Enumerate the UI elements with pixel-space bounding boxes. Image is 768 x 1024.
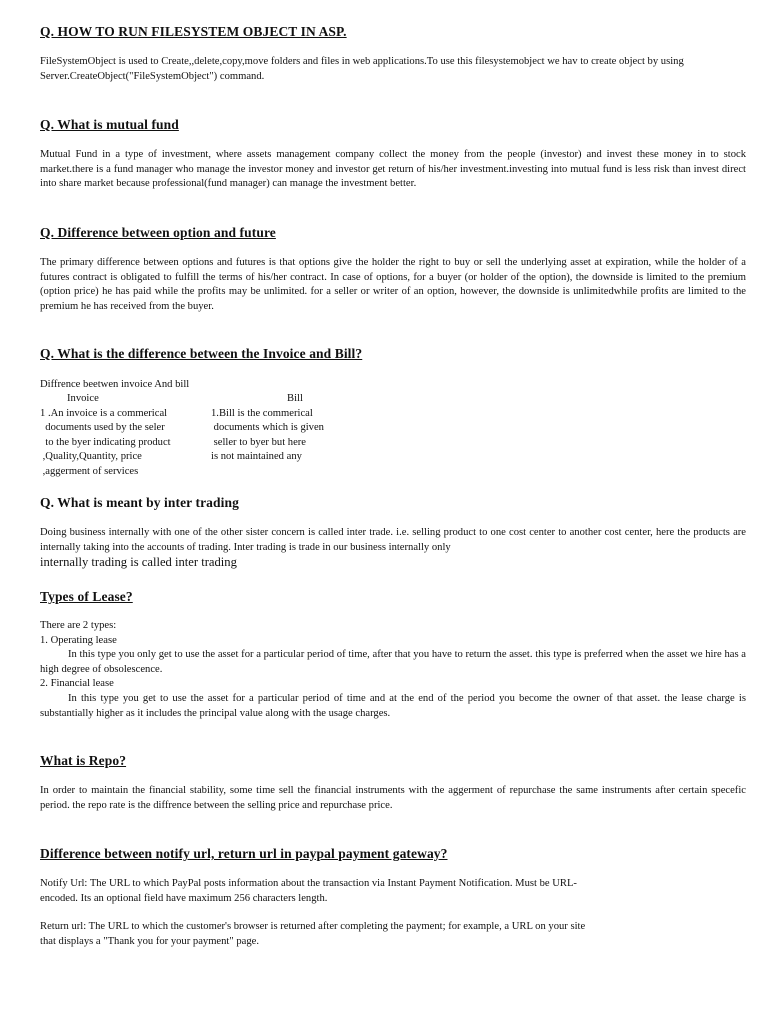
section-invoice-bill <box>40 346 746 362</box>
section-heading: Q. What is the difference between the Invoice and Bill? <box>40 346 363 361</box>
section-heading: Q. What is mutual fund <box>40 117 179 132</box>
section-body <box>40 877 746 906</box>
paragraph: Doing business internally with one of the other sister concern is called inter trade. i.e. selling product to one cost center to another cost center, here the products are internally taking into the accounts of trading. Inter trading is trade in our business internally only <box>40 527 746 553</box>
paragraph: In order to maintain the financial stability, some time sell the financial instruments with the aggerment of repurchase the same instruments after certain specefic period. the repo rate is the diffrence between the selling price and repurchase price. <box>40 785 746 811</box>
lease-item-title: 2. Financial lease <box>40 678 114 690</box>
section-body <box>40 55 746 84</box>
invoice-bill-comparison <box>40 378 746 478</box>
section-body <box>40 784 746 813</box>
return-url-line: Return url: The URL to which the customer's browser is returned after completing the payment; for example, a URL on your site <box>40 921 586 932</box>
section-paypal-urls <box>40 846 746 862</box>
section-heading: Q. HOW TO RUN FILESYSTEM OBJECT IN ASP. <box>40 24 347 39</box>
section-body <box>40 256 746 314</box>
notify-url-line: Notify Url: The URL to which PayPal posts information about the transaction via Instant Payment Notification. Must be URL- <box>40 878 577 889</box>
bill-line: 1.Bill is the commerical <box>211 408 313 419</box>
invoice-line: ,Quality,Quantity, price <box>40 451 142 462</box>
invoice-line: ,aggerment of services <box>40 466 139 477</box>
section-heading: Q. Difference between option and future <box>40 225 276 240</box>
section-body <box>40 526 746 570</box>
invoice-line: to the byer indicating product <box>40 437 171 448</box>
section-repo <box>40 753 746 769</box>
lease-item-body: In this type you get to use the asset for a particular period of time and at the end of the period you become the owner of that asset. the lease charge is substantially higher as it includes the principal value along with the usage charges. <box>40 692 746 719</box>
lease-item-body: In this type you only get to use the asset for a particular period of time, after that you have to return the asset. this type is preferred when the asset we hire has a high degree of obsolescence. <box>40 649 746 675</box>
bill-line: documents which is given <box>211 422 324 433</box>
bill-line: is not maintained any <box>211 451 302 462</box>
section-heading: What is Repo? <box>40 753 127 768</box>
section-types-of-lease <box>40 589 746 605</box>
invoice-column-header: Invoice <box>67 393 99 404</box>
section-body <box>40 619 746 721</box>
paragraph: Mutual Fund in a type of investment, where assets management company collect the money from the people (investor) and invest these money in to stock market.there is a fund manager who manage the investor money and investor get return of his/her investment.investing into mutual fund is less risk than invest direct into share market because professional(fund manager) can manage the investment better. <box>40 149 746 190</box>
lease-item-title: 1. Operating lease <box>40 634 117 646</box>
notify-url-line: encoded. Its an optional field have maximum 256 characters length. <box>40 892 328 904</box>
section-body <box>40 148 746 192</box>
section-body <box>40 920 746 949</box>
return-url-line: that displays a "Thank you for your payment" page. <box>40 935 259 947</box>
section-filesystem-object <box>40 24 746 40</box>
section-inter-trading <box>40 495 746 511</box>
section-heading: Types of Lease? <box>40 589 133 604</box>
comparison-intro: Diffrence beetwen invoice And bill <box>40 379 190 390</box>
bill-column-header: Bill <box>287 393 303 404</box>
paragraph: FileSystemObject is used to Create,,delete,copy,move folders and files in web applications.To use this filesystemobject we hav to create object by using Server.CreateObject("FileSystemObject") command. <box>40 56 684 82</box>
invoice-line: documents used by the seler <box>40 422 165 433</box>
lease-intro: There are 2 types: <box>40 620 117 631</box>
paragraph-extra: internally trading is called inter trading <box>40 555 237 570</box>
paragraph: The primary difference between options and futures is that options give the holder the right to buy or sell the underlying asset at expiration, while the holder of a futures contract is obligated to fulfill the terms of his/her contract. In case of options, for a buyer (or holder of the option), the downside is limited to the premium (option price) he has paid while the profits may be unlimited. for a seller or writer of an option, however, the downside is unlimitedwhile profits are limited to the premium he has received from the buyer. <box>40 257 746 312</box>
bill-line: seller to byer but here <box>211 437 307 448</box>
section-mutual-fund <box>40 117 746 133</box>
invoice-line: 1 .An invoice is a commerical <box>40 408 168 419</box>
section-option-future <box>40 225 746 241</box>
section-heading: Difference between notify url, return url in paypal payment gateway? <box>40 846 448 861</box>
section-heading: Q. What is meant by inter trading <box>40 495 239 510</box>
